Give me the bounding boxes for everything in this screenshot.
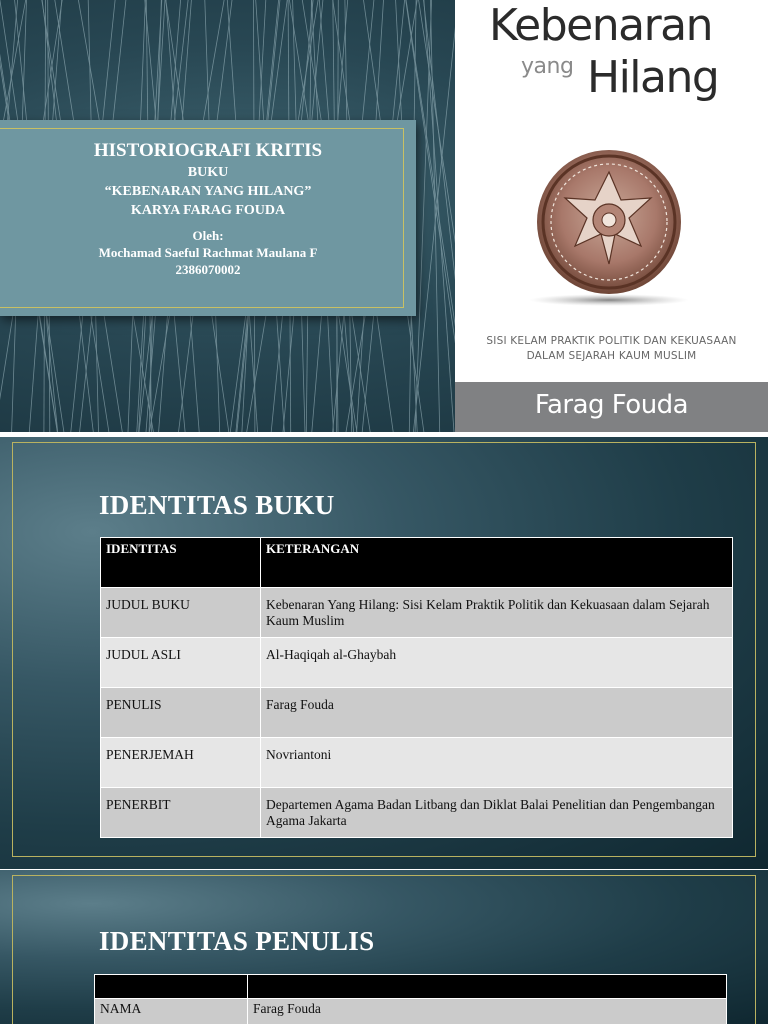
- subtitle-buku: BUKU: [187, 165, 229, 180]
- table-cell-key: PENERJEMAH: [101, 738, 261, 788]
- cover-title-hilang: Hilang: [587, 52, 719, 103]
- cover-subtitle-line-1: SISI KELAM PRAKTIK POLITIK DAN KEKUASAAN: [486, 335, 737, 347]
- table-cell-value: Farag Fouda: [261, 688, 733, 738]
- ornamental-plate-image: [529, 150, 689, 310]
- book-identity-table: [100, 537, 733, 838]
- author-name: Mochamad Saeful Rachmat Maulana F: [98, 245, 318, 260]
- title-slide: [0, 0, 768, 432]
- oleh-label: Oleh:: [192, 228, 224, 243]
- subtitle-book-title: “KEBENARAN YANG HILANG”: [104, 184, 312, 199]
- column-header: KETERANGAN: [261, 538, 733, 588]
- cover-subtitle-line-2: DALAM SEJARAH KAUM MUSLIM: [526, 350, 697, 362]
- table-header-row: [101, 538, 733, 588]
- column-header: [95, 975, 248, 999]
- column-header: [248, 975, 727, 999]
- table-cell-value: Departemen Agama Badan Litbang dan Diklat Balai Penelitian dan Pengembangan Agama Jakarta: [261, 788, 733, 838]
- table-row: [95, 999, 727, 1024]
- table-cell-key: JUDUL BUKU: [101, 588, 261, 638]
- table-cell-key: PENERBIT: [101, 788, 261, 838]
- table-row: [101, 738, 733, 788]
- cover-title-kebenaran: Kebenaran: [489, 0, 713, 51]
- table-row: [101, 788, 733, 838]
- slide-heading: IDENTITAS BUKU: [99, 490, 335, 520]
- table-cell-value: Kebenaran Yang Hilang: Sisi Kelam Praktik Politik dan Kekuasaan dalam Sejarah Kaum Muslim: [261, 588, 733, 638]
- table-row: [101, 638, 733, 688]
- table-row: [101, 588, 733, 638]
- table-cell-key: PENULIS: [101, 688, 261, 738]
- book-cover: [455, 0, 768, 432]
- cover-title-yang: yang: [521, 54, 574, 79]
- table-cell-value: Farag Fouda: [248, 999, 727, 1024]
- table-row: [101, 688, 733, 738]
- table-cell-key: JUDUL ASLI: [101, 638, 261, 688]
- decorative-line: [413, 0, 455, 432]
- identitas-penulis-slide: [0, 870, 768, 1024]
- slide-heading: IDENTITAS PENULIS: [99, 926, 375, 956]
- table-cell-key: NAMA: [95, 999, 248, 1024]
- table-cell-value: Novriantoni: [261, 738, 733, 788]
- student-id: 2386070002: [175, 262, 241, 277]
- author-identity-table: [94, 974, 727, 1024]
- subtitle-karya: KARYA FARAG FOUDA: [130, 203, 286, 218]
- presentation-title: HISTORIOGRAFI KRITIS: [93, 140, 323, 161]
- identitas-buku-slide: [0, 437, 768, 869]
- decorative-line: [415, 0, 432, 432]
- cover-author: Farag Fouda: [534, 390, 689, 420]
- table-header-row: [95, 975, 727, 999]
- column-header: IDENTITAS: [101, 538, 261, 588]
- cover-subtitle: [475, 334, 748, 364]
- table-cell-value: Al-Haqiqah al-Ghaybah: [261, 638, 733, 688]
